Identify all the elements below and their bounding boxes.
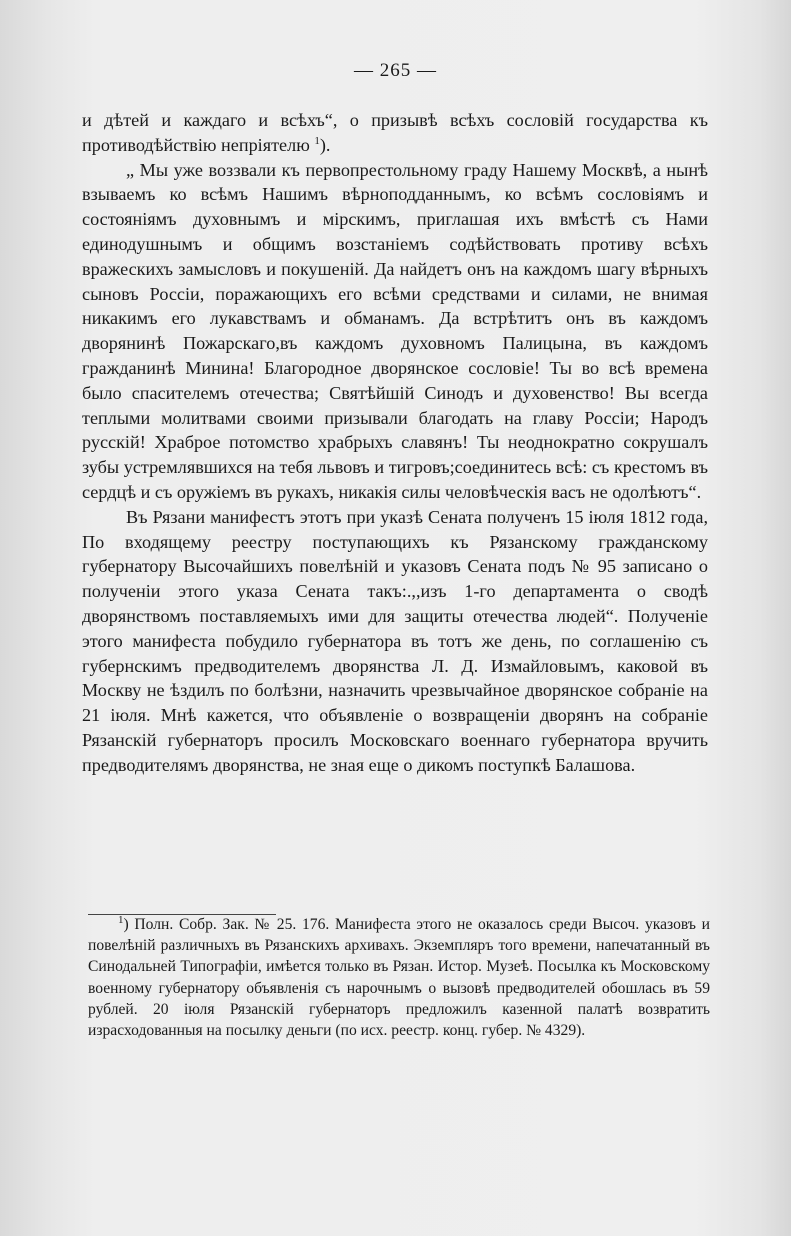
footnotes (88, 914, 710, 1041)
footnote-paren: ) (123, 916, 129, 933)
paragraph-1 (82, 108, 708, 158)
paragraph-1-end: ). (319, 134, 331, 155)
paragraph-2-manifesto-quote: „ Мы уже воззвали къ первопрестольному граду Нашему Москвѣ, а нынѣ взываемъ ко всѣмъ Нашимъ вѣрноподданнымъ, ко всѣмъ сословіямъ и состояніямъ духовнымъ и мірскимъ, приглашая ихъ вмѣстѣ съ Нами единодушнымъ и общимъ возстаніемъ содѣйствовать противу всѣхъ вражескихъ замысловъ и покушеній. Да найдетъ онъ на каждомъ шагу вѣрныхъ сыновъ Россіи, поражающихъ его всѣми средствами и силами, не внимая никакимъ его лукавствамъ и обманамъ. Да встрѣтитъ онъ въ каждомъ дворянинѣ Пожарскаго,въ каждомъ духовномъ Палицына, въ каждомъ гражданинѣ Минина! Благородное дворянское сословіе! Ты во всѣ времена было спасителемъ отечества; Святѣйшій Синодъ и духовенство! Вы всегда теплыми молитвами своими призывали благодать на главу Россіи; Народъ русскій! Храброе потомство храбрыхъ славянъ! Ты неоднократно сокрушалъ зубы устремлявшихся на тебя львовъ и тигровъ;соединитесь всѣ: съ крестомъ въ сердцѣ и съ оружіемъ въ рукахъ, никакія силы человѣческія васъ не одолѣютъ“. (82, 159, 708, 502)
paragraph-3: Въ Рязани манифестъ этотъ при указѣ Сената полученъ 15 іюля 1812 года, По входящему реестру поступающихъ къ Рязанскому гражданскому губернатору Высочайшихъ повелѣній и указовъ Сената подъ № 95 записано о полученіи этого указа Сената такъ:.,,изъ 1-го департамента о сводѣ дворянствомъ поставляемыхъ ими для защиты отечества людей“. Полученіе этого манифеста побудило губернатора въ тотъ же день, по соглашенію съ губернскимъ предводителемъ дворянства Л. Д. Измайловымъ, каковой въ Москву не ѣздилъ по болѣзни, назначить чрезвычайное дворянское собраніе на 21 іюля. Мнѣ кажется, что объявленіе о возвращеніи дворянъ на собраніе Рязанскій губернаторъ просилъ Московскаго военнаго губернатора вручить предводителямъ дворянства, не зная еще о дикомъ поступкѣ Балашова. (82, 506, 708, 775)
footnote-reference: 1 (314, 134, 320, 147)
paragraph-1-text: и дѣтей и каждаго и всѣхъ“, о призывѣ всѣхъ сословій государства къ противодѣйствію непріятелю (82, 110, 708, 155)
page-number: — 265 — (354, 60, 437, 81)
main-text (82, 108, 708, 778)
footnote-mark: 1 (118, 913, 124, 926)
footnote-1 (88, 914, 710, 1041)
footnote-text: Полн. Собр. Зак. № 25. 176. Манифеста этого не оказалось среди Высоч. указовъ и повелѣній различныхъ въ Рязанскихъ архивахъ. Экземпляръ того времени, напечатанный въ Синодальней Типографіи, имѣется только въ Рязан. Истор. Музеѣ. Посылка къ Московскому военному губернатору объявленія съ нарочнымъ о вызовѣ предводителей обошлась въ 59 рублей. 20 іюля Рязанскій губернаторъ предложилъ казенной палатѣ возвратить израсходованныя на посылку деньги (по исх. реестр. конц. губер. № 4329). (88, 916, 710, 1040)
